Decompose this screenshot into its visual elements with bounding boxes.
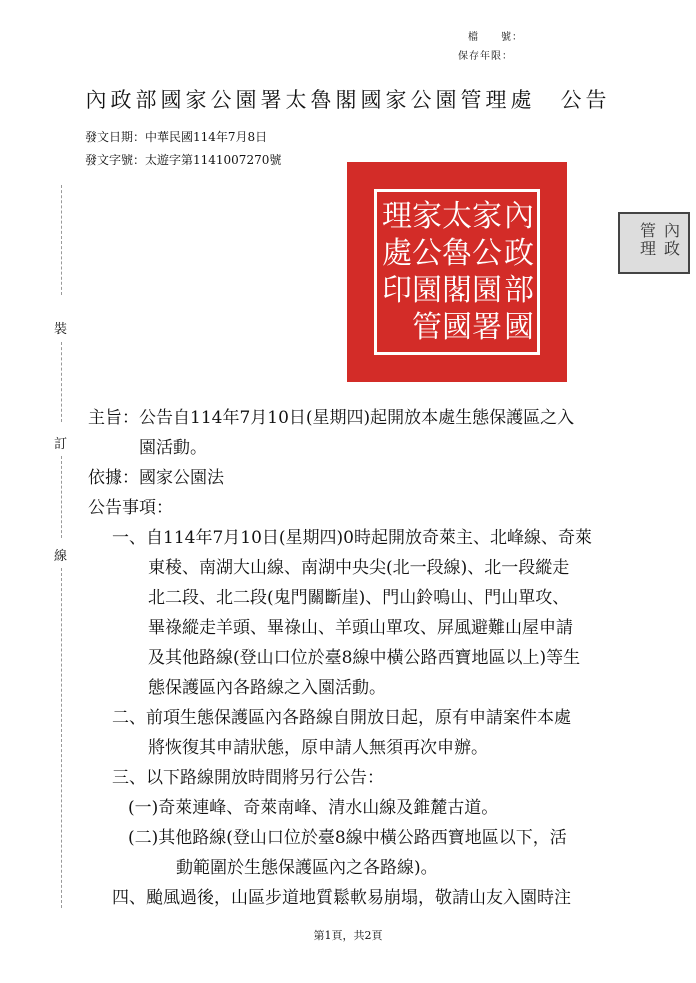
binding-char-2: 訂 (54, 437, 68, 452)
item3-sub2-line-2: 動範圍於生態保護區內之各路線)。 (176, 858, 438, 878)
item1-line-3: 北二段、北二段(鬼門關斷崖)、門山鈴鳴山、門山單攻、 (148, 588, 570, 608)
binding-char-1: 裝 (54, 322, 68, 337)
binding-char-3: 線 (54, 549, 68, 564)
items-heading: 公告事項： (88, 498, 173, 518)
stamp-column-2: 管 理 (640, 221, 657, 258)
binding-line-lower (61, 456, 62, 538)
item1-line-5: 及其他路線(登山口位於臺8線中橫公路西寶地區以上)等生 (148, 648, 581, 668)
issue-date: 發文日期：中華民國114年7月8日 (85, 130, 268, 144)
basis-line: 依據：國家公園法 (88, 468, 224, 488)
item1-line-6: 態保護區內各路線之入園活動。 (148, 678, 386, 698)
binding-line-top (61, 185, 62, 295)
seal-column-1: 內 政 部 國 (504, 199, 534, 345)
stamp-column-1: 內 政 (664, 221, 681, 258)
seal-column-4: 家 公 園 管 (412, 199, 442, 345)
item3-sub2-line-1: (二)其他路線(登山口位於臺8線中橫公路西寶地區以下，活 (128, 828, 567, 848)
subject-line-2: 園活動。 (88, 438, 207, 458)
seal-frame (374, 189, 540, 355)
small-stamp (618, 212, 690, 274)
document-title: 內政部國家公園署太魯閣國家公園管理處 公告 (85, 88, 611, 112)
file-number-label: 檔 號： (468, 32, 523, 43)
item1-line-2: 東稜、南湖大山線、南湖中央尖(北一段線)、北一段縱走 (148, 558, 570, 578)
item3-sub1: (一)奇萊連峰、奇萊南峰、清水山線及錐麓古道。 (128, 798, 499, 818)
retention-period-label: 保存年限： (458, 51, 513, 62)
item3-line-1: 三、以下路線開放時間將另行公告： (112, 768, 384, 788)
seal-column-5: 理 處 印 (382, 199, 412, 308)
binding-line-middle (61, 342, 62, 422)
item1-line-1: 一、自114年7月10日(星期四)0時起開放奇萊主、北峰線、奇萊 (112, 528, 592, 548)
subject-line-1: 主旨：公告自114年7月10日(星期四)起開放本處生態保護區之入 (88, 408, 575, 428)
binding-line-bottom (61, 568, 62, 908)
page-number: 第1頁，共2頁 (313, 929, 383, 942)
seal-column-2: 家 公 園 署 (472, 199, 502, 345)
reference-number: 發文字號：太遊字第1141007270號 (85, 153, 282, 167)
official-seal (347, 162, 567, 382)
item2-line-2: 將恢復其申請狀態，原申請人無須再次申辦。 (148, 738, 488, 758)
item2-line-1: 二、前項生態保護區內各路線自開放日起，原有申請案件本處 (112, 708, 571, 728)
item1-line-4: 畢祿縱走羊頭、畢祿山、羊頭山單攻、屏風避難山屋申請 (148, 618, 573, 638)
item4-line-1: 四、颱風過後，山區步道地質鬆軟易崩塌，敬請山友入園時注 (112, 888, 571, 908)
seal-column-3: 太 魯 閣 國 (442, 199, 472, 345)
